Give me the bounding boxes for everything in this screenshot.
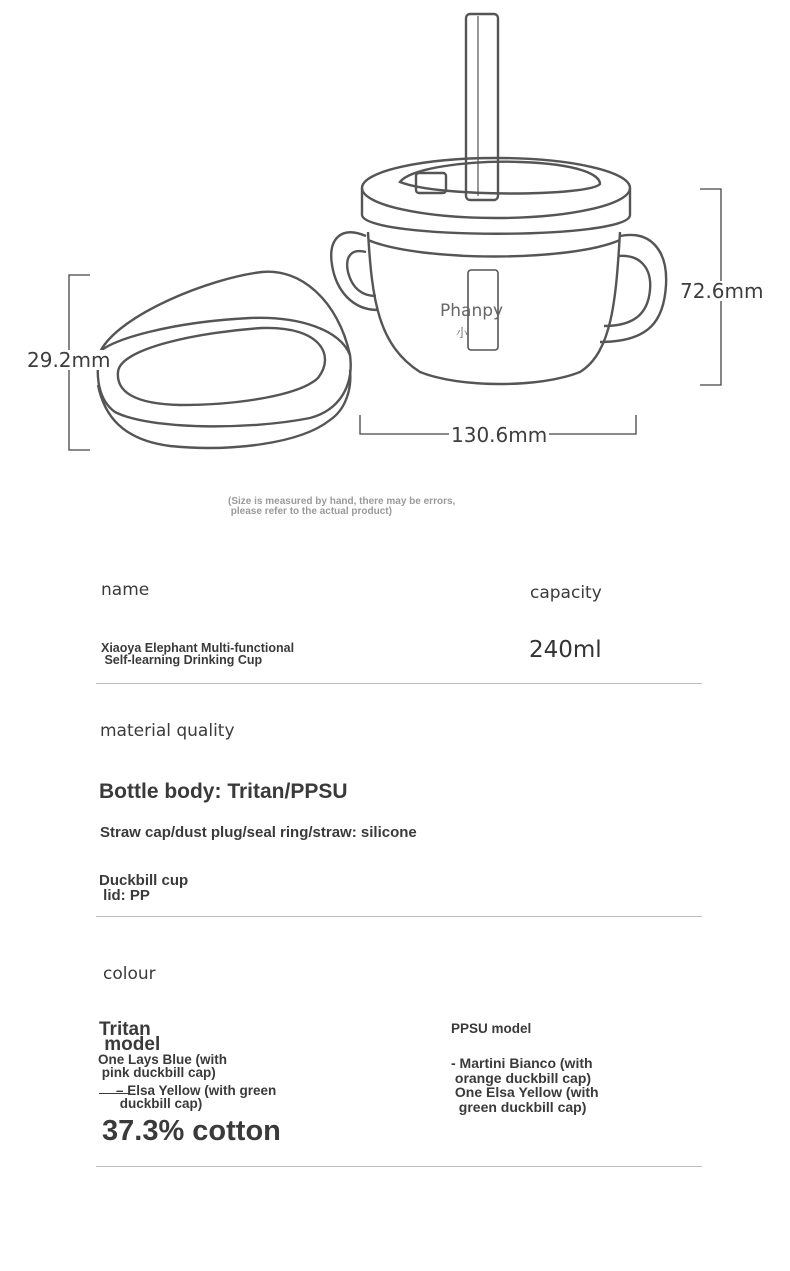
cotton-text: 37.3% cotton [102,1115,281,1147]
tritan-title: Tritan model [99,1019,161,1055]
divider-1 [96,683,702,684]
duckbill-lid-drawing [98,272,351,448]
brand-mark: Phanpy [440,301,504,321]
dimension-lid-height: 29.2mm [27,348,111,372]
capacity-label: capacity [530,583,602,603]
divider-3 [96,1166,702,1167]
name-label: name [101,580,150,600]
colour-label: colour [103,964,156,984]
capacity-value: 240ml [529,637,602,663]
material-body: Bottle body: Tritan/PPSU [99,780,348,803]
dimension-cup-width: 130.6mm [451,423,548,447]
ppsu-title: PPSU model [451,1021,532,1036]
measurement-note: (Size is measured by hand, there may be errors, please refer to the actual product) [228,496,456,517]
product-illustration [0,0,790,540]
name-value: Xiaoya Elephant Multi-functional Self-learning Drinking Cup [101,641,295,667]
material-lid: Duckbill cup lid: PP [99,872,189,904]
brand-sub: 小 [456,326,469,340]
ppsu-lines: - Martini Bianco (with orange duckbill cap) One Elsa Yellow (with green duckbill cap) [451,1055,599,1115]
material-label: material quality [100,721,235,741]
material-straw: Straw cap/dust plug/seal ring/straw: silicone [100,824,417,841]
tritan-line-2: – Elsa Yellow (with green duckbill cap) [116,1083,277,1111]
dimension-cup-height: 72.6mm [680,279,764,303]
cup-drawing [331,14,666,384]
tritan-line-1: One Lays Blue (with pink duckbill cap) [98,1052,228,1080]
divider-2 [96,916,702,917]
